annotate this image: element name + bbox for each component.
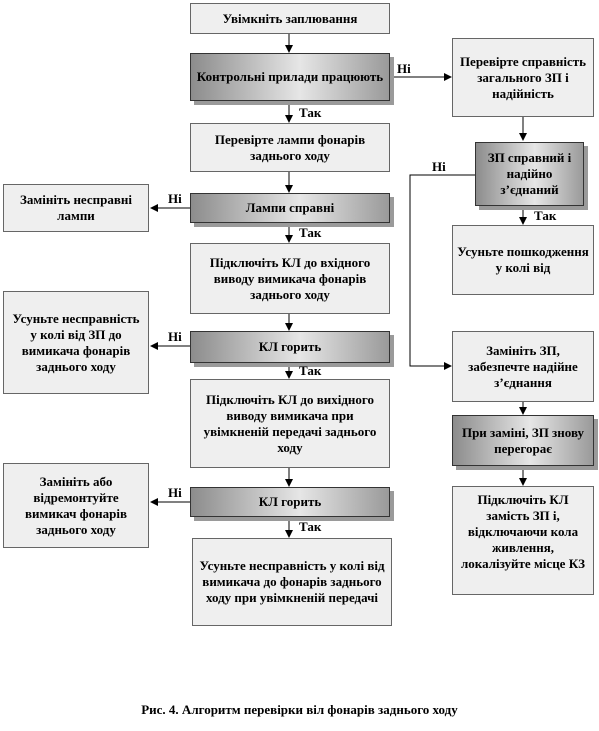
replace-lamps-text: Замініть несправні лампи xyxy=(20,192,132,223)
fix-damage-text: Усуньте пошкодження у колі від xyxy=(457,244,589,275)
label-instruments-no: Ні xyxy=(397,61,411,76)
replace-switch-text: Замініть або відремонтуйте вимикач фонарів заднього ходу xyxy=(24,473,128,537)
check-fuse-box xyxy=(452,38,594,117)
label-kl1-no: Ні xyxy=(168,329,182,344)
label-kl1-yes: Так xyxy=(299,363,322,378)
check-lamps-text: Перевірте лампи фонарів заднього ходу xyxy=(214,131,366,163)
decision-fuse-text: ЗП справний і надійно з’єднаний xyxy=(487,150,572,197)
connect-kl-output-text: Підключіть КЛ до вихідного виводу вимикача при увімкненій передачі заднього ходу xyxy=(203,391,377,455)
replace-fuse-box xyxy=(452,331,594,402)
fix-final-text: Усуньте несправність у колі від вимикача до фонарів заднього ходу при увімкненій передачі xyxy=(199,558,385,605)
decision-lamps-text: Лампи справні xyxy=(245,200,335,215)
label-fuse-no: Ні xyxy=(432,159,446,174)
check-fuse-text: Перевірте справність загального ЗП і надійність xyxy=(459,53,587,101)
connect-kl-output-box xyxy=(190,379,390,468)
replace-fuse-text: Замініть ЗП, забезпечте надійне з’єднання xyxy=(468,342,578,390)
decision-kl-2 xyxy=(190,487,390,517)
connect-kl-fuse-box xyxy=(452,486,594,595)
decision-fuse xyxy=(475,142,584,206)
replace-switch-box xyxy=(3,463,149,548)
decision-instruments xyxy=(190,53,390,101)
replace-lamps-box xyxy=(3,184,149,232)
decision-kl-1-text: КЛ горить xyxy=(258,339,322,354)
fix-circuit-text: Усуньте несправність у колі від ЗП до вимикача фонарів заднього ходу xyxy=(12,310,140,374)
label-lamps-no: Ні xyxy=(168,191,182,206)
decision-kl-2-text: КЛ горить xyxy=(258,494,322,509)
decision-kl-1 xyxy=(190,331,390,363)
fix-final-box xyxy=(192,538,392,626)
connect-kl-input-text: Підключіть КЛ до вхідного виводу вимикача фонарів заднього ходу xyxy=(209,254,371,302)
figure-caption: Рис. 4. Алгоритм перевірки віл фонарів заднього ходу xyxy=(141,702,458,717)
label-instruments-yes: Так xyxy=(299,105,322,120)
decision-fuse-blows xyxy=(452,415,594,466)
start-box xyxy=(190,3,390,34)
connect-kl-fuse-text: Підключіть КЛ замість ЗП і, відключаючи кола живлення, локалізуйте місце КЗ xyxy=(461,492,585,571)
label-lamps-yes: Так xyxy=(299,225,322,240)
label-fuse-yes: Так xyxy=(534,208,557,223)
fix-damage-box xyxy=(452,225,594,295)
fix-circuit-box xyxy=(3,291,149,394)
label-kl2-no: Ні xyxy=(168,485,182,500)
check-lamps-box xyxy=(190,123,390,172)
label-kl2-yes: Так xyxy=(299,519,322,534)
decision-fuse-blows-text: При заміні, ЗП знову перегорає xyxy=(461,424,585,456)
decision-instruments-text: Контрольні прилади працюють xyxy=(196,69,384,84)
start-text: Увімкніть заплювання xyxy=(222,10,358,26)
decision-lamps xyxy=(190,193,390,223)
connect-kl-input-box xyxy=(190,243,390,314)
